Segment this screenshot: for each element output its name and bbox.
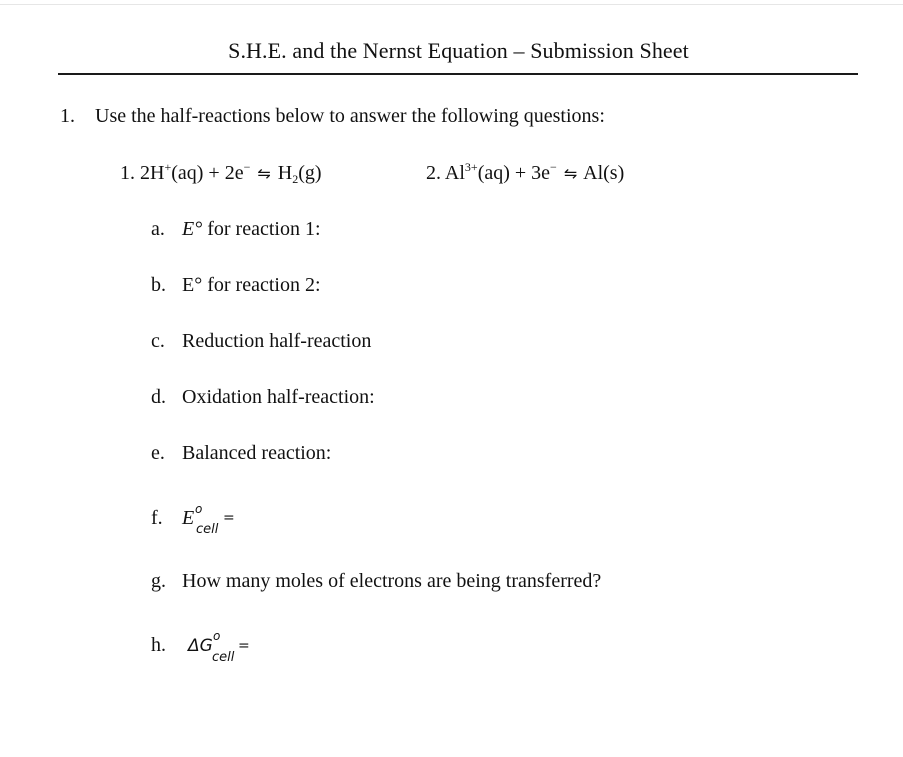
cell-sub: cell [212, 650, 235, 665]
subpart-a-letter: a. [151, 218, 165, 240]
title-underline [58, 73, 858, 75]
question-number: 1. [60, 105, 75, 127]
ion-charge: 3+ [464, 160, 478, 174]
equals-sign: = [223, 510, 235, 526]
reaction-number: 1. [120, 162, 135, 184]
subpart-b-letter: b. [151, 274, 166, 296]
question-prompt: Use the half-reactions below to answer the following questions: [95, 105, 605, 127]
subpart-a-text: for reaction 1: [202, 218, 321, 240]
subpart-e-letter: e. [151, 442, 165, 464]
delta-g-cell-expression [188, 629, 268, 668]
subpart-d-text: Oxidation half-reaction: [182, 386, 375, 408]
page-title: S.H.E. and the Nernst Equation – Submission Sheet [228, 38, 689, 63]
half-reaction-2 [426, 162, 624, 185]
subscript: 2 [292, 172, 299, 186]
top-divider [0, 4, 903, 5]
subpart-c-text: Reduction half-reaction [182, 330, 372, 352]
e-cell-expression [182, 502, 252, 541]
reaction-rhs-state: (g) [298, 162, 322, 184]
reaction-lhs-state: (aq) + 2e [171, 162, 244, 184]
equals-sign: = [238, 638, 250, 654]
subpart-d-letter: d. [151, 386, 166, 408]
reaction-rhs: H [277, 162, 293, 184]
cell-sub: cell [196, 522, 219, 537]
reaction-rhs: Al(s) [583, 162, 625, 184]
subpart-b-text: E° for reaction 2: [182, 274, 321, 296]
equilibrium-arrow-icon: ⇋ [563, 164, 578, 183]
subpart-g-text: How many moles of electrons are being transferred? [182, 570, 602, 592]
delta-g-symbol: ΔG [188, 636, 213, 656]
subpart-h-letter: h. [151, 634, 166, 656]
ion-charge: + [164, 160, 172, 174]
standard-state-sup: o [213, 629, 221, 643]
e-symbol: E [182, 507, 195, 529]
e-standard-symbol: E° [182, 218, 203, 240]
subpart-f-letter: f. [151, 507, 163, 529]
subpart-g-letter: g. [151, 570, 166, 592]
half-reaction-1 [120, 162, 322, 185]
electron-charge: − [243, 160, 251, 174]
subpart-e-text: Balanced reaction: [182, 442, 332, 464]
equilibrium-arrow-icon: ⇋ [257, 164, 271, 183]
reaction-lhs: 2H [140, 162, 165, 184]
subpart-a [182, 218, 321, 241]
subpart-c-letter: c. [151, 330, 165, 352]
electron-charge: − [550, 160, 557, 174]
standard-state-sup: o [195, 502, 203, 516]
reaction-lhs: Al [444, 162, 465, 184]
reaction-number: 2. [426, 162, 441, 184]
reaction-lhs-state: (aq) + 3e [477, 162, 551, 184]
